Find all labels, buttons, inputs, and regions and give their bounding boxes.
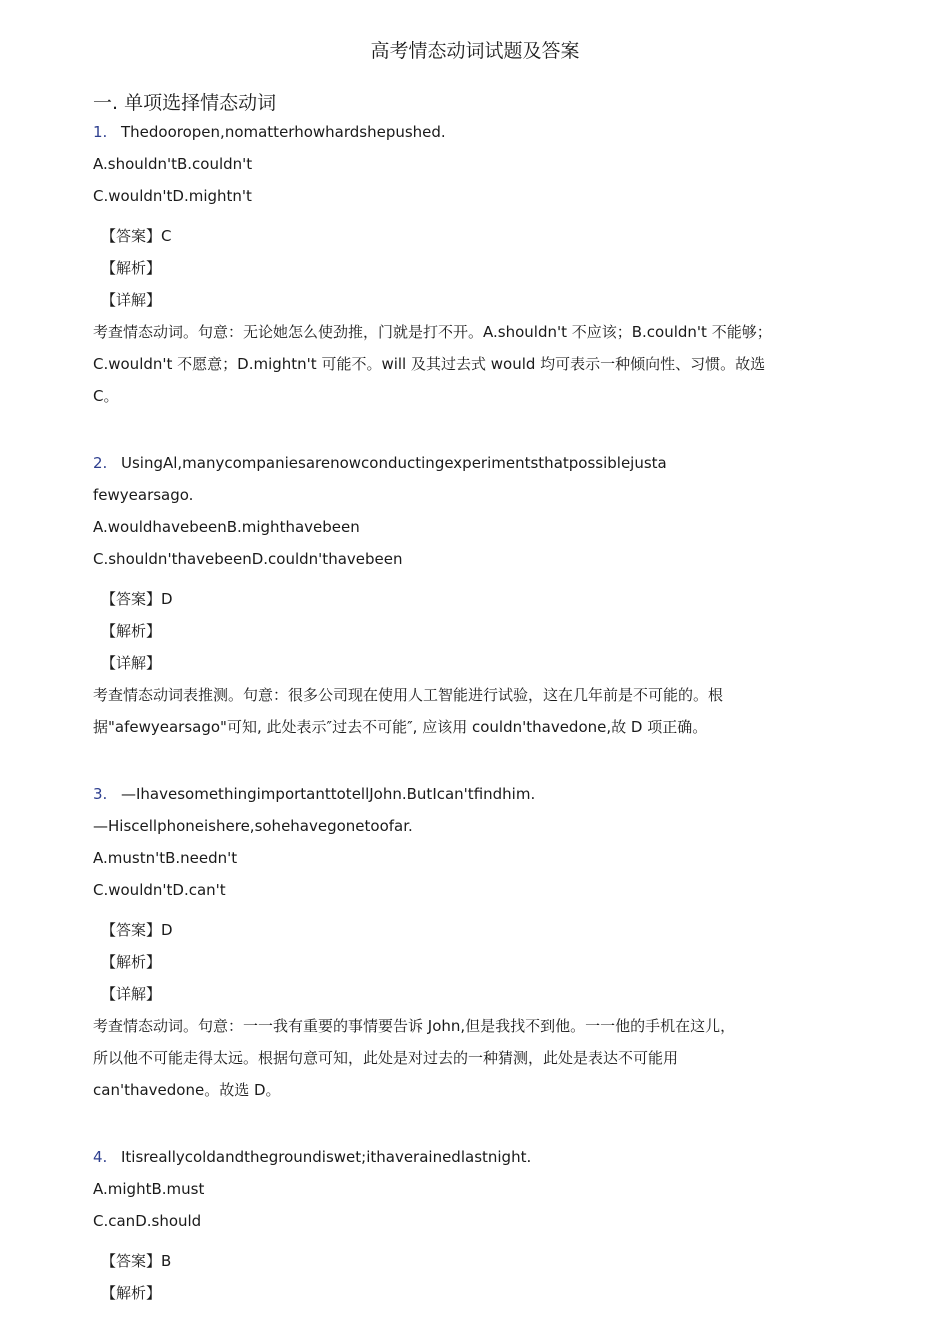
stem-line: —IhavesomethingimportanttotellJohn.ButIcan'tfindhim. (121, 785, 536, 803)
analysis-label: 【解析】 (101, 259, 162, 277)
explanation-line: 考查情态动词表推测。句意：很多公司现在使用人工智能进行试验，这在几年前是不可能的。根 (93, 686, 724, 704)
option-line: A.mustn'tB.needn't (93, 849, 238, 867)
stem-line: fewyearsago. (93, 486, 194, 504)
explanation-line: can'thavedone。故选 D。 (93, 1081, 281, 1099)
question-number: 1. (93, 123, 108, 141)
question-stem (93, 447, 863, 479)
option-line: A.shouldn'tB.couldn't (93, 155, 253, 173)
explanation-line: 所以他不可能走得太远。根据句意可知，此处是对过去的一种猜测，此处是表达不可能用 (93, 1049, 679, 1067)
analysis-label: 【解析】 (101, 1284, 162, 1302)
analysis-label: 【解析】 (101, 953, 162, 971)
question-4 (93, 1141, 863, 1309)
section-heading: 一. 单项选择情态动词 (93, 92, 277, 114)
question-list (93, 116, 863, 1309)
question-number: 2. (93, 454, 108, 472)
explanation-line: 考查情态动词。句意：无论她怎么使劲推，门就是打不开。A.shouldn't 不应该；B.couldn't 不能够； (93, 323, 772, 341)
question-number: 4. (93, 1148, 108, 1166)
question-3 (93, 778, 863, 1106)
explanation-line: 据"afewyearsago"可知, 此处表示″过去不可能″, 应该用 couldn'thavedone,故 D 项正确。 (93, 718, 708, 736)
page-title: 高考情态动词试题及答案 (370, 40, 580, 62)
option-line: C.shouldn'thavebeenD.couldn'thavebeen (93, 550, 403, 568)
detail-label: 【详解】 (101, 654, 162, 672)
stem-line: Itisreallycoldandthegroundiswet;ithaverainedlastnight. (121, 1148, 532, 1166)
question-stem (93, 1141, 863, 1173)
question-stem (93, 116, 863, 148)
option-line: A.mightB.must (93, 1180, 205, 1198)
answer-line: 【答案】D (101, 590, 173, 608)
question-number: 3. (93, 785, 108, 803)
option-line: A.wouldhavebeenB.mighthavebeen (93, 518, 360, 536)
detail-label: 【详解】 (101, 985, 162, 1003)
explanation-line: 考查情态动词。句意：一一我有重要的事情要告诉 John,但是我找不到他。一一他的手机在这儿， (93, 1017, 736, 1035)
question-1 (93, 116, 863, 412)
analysis-label: 【解析】 (101, 622, 162, 640)
answer-line: 【答案】D (101, 921, 173, 939)
explanation-line: C。 (93, 387, 119, 405)
answer-line: 【答案】C (101, 227, 172, 245)
detail-label: 【详解】 (101, 291, 162, 309)
question-2 (93, 447, 863, 743)
explanation-line: C.wouldn't 不愿意；D.mightn't 可能不。will 及其过去式 would 均可表示一种倾向性、习惯。故选 (93, 355, 766, 373)
answer-line: 【答案】B (101, 1252, 172, 1270)
option-line: C.wouldn'tD.can't (93, 881, 226, 899)
option-line: C.canD.should (93, 1212, 202, 1230)
stem-line: Thedooropen,nomatterhowhardshepushed. (121, 123, 446, 141)
question-stem (93, 778, 863, 810)
option-line: C.wouldn'tD.mightn't (93, 187, 252, 205)
stem-line: UsingAl,manycompaniesarenowconductingexperimentsthatpossiblejusta (121, 454, 667, 472)
stem-line: —Hiscellphoneishere,sohehavegonetoofar. (93, 817, 413, 835)
